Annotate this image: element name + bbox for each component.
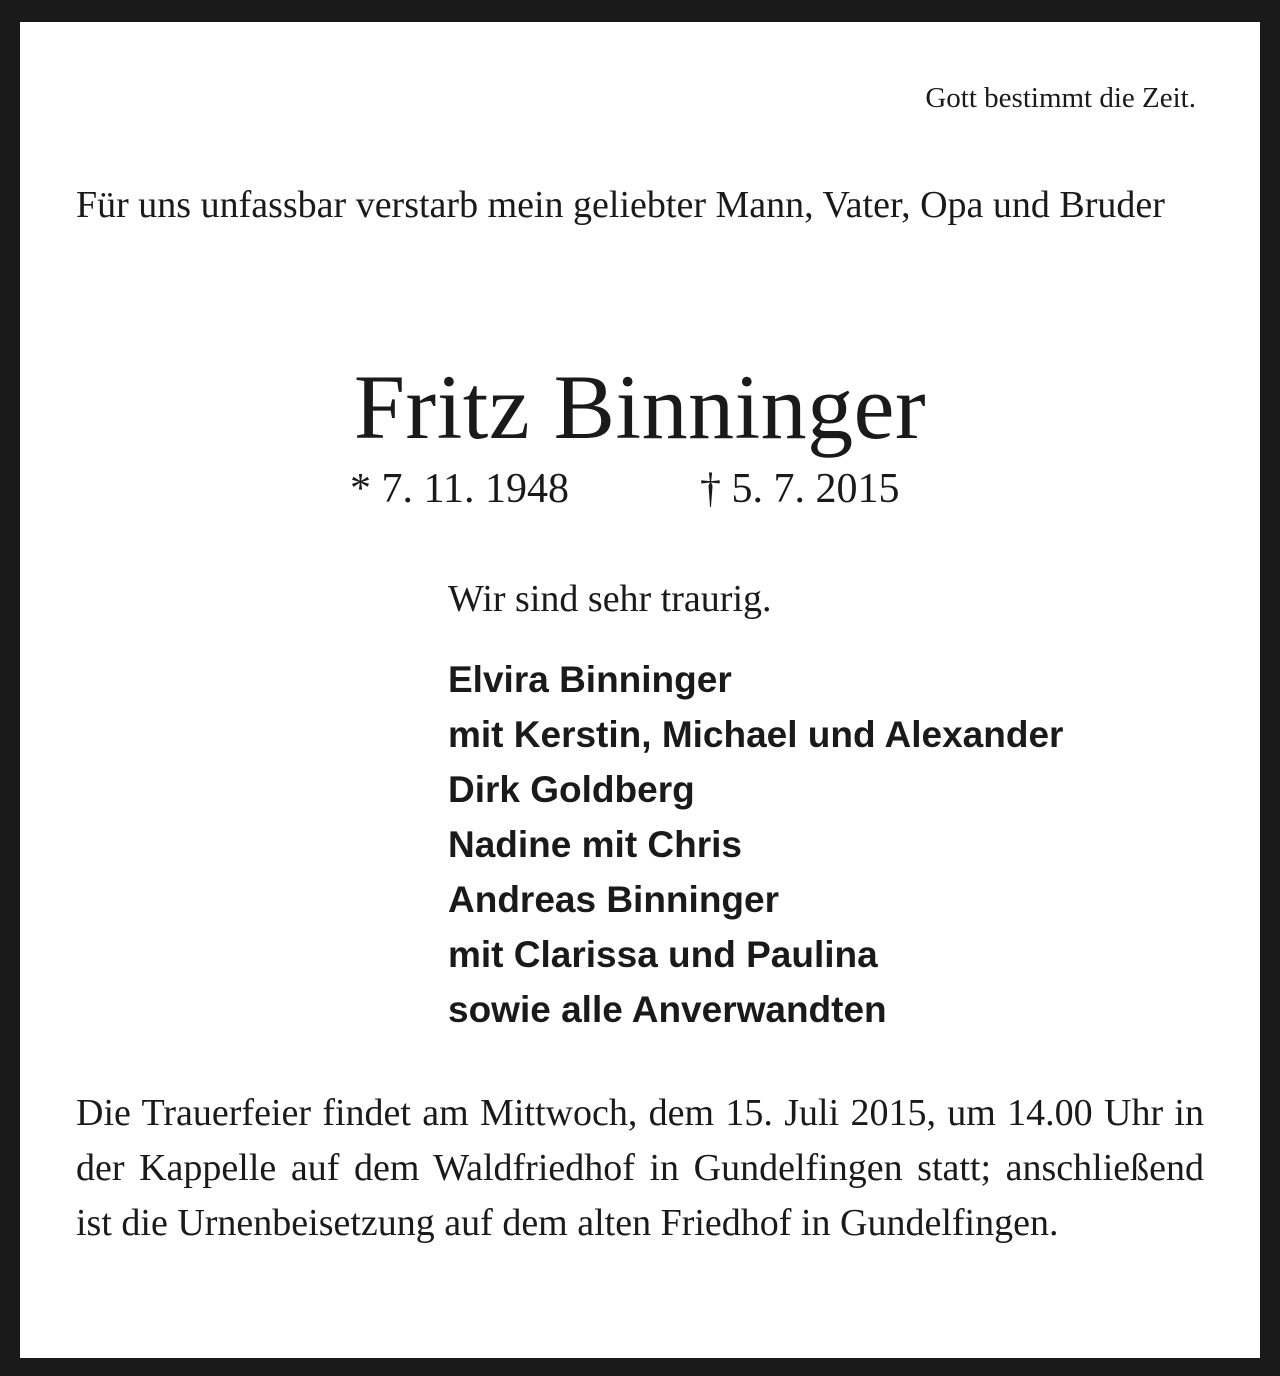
mourning-line: Wir sind sehr traurig. (448, 578, 772, 620)
mourner-line: Dirk Goldberg (448, 769, 695, 810)
death-date: † 5. 7. 2015 (700, 466, 900, 512)
mourner-line: Elvira Binninger (448, 659, 732, 700)
intro-text: Für uns unfassbar verstarb mein geliebter Mann, Vater, Opa und Bruder (76, 184, 1165, 226)
mourner-line: mit Clarissa und Paulina (448, 934, 878, 975)
mourner-line: Andreas Binninger (448, 879, 779, 920)
mourner-line: sowie alle Anverwandten (448, 989, 887, 1030)
mourner-line: Nadine mit Chris (448, 824, 742, 865)
mourners-list (448, 652, 1063, 1037)
birth-date: * 7. 11. 1948 (350, 466, 569, 512)
service-text: Die Trauerfeier findet am Mittwoch, dem 15. Juli 2015, um 14.00 Uhr in der Kappelle auf dem Waldfriedhof in Gundelfingen statt; anschließend ist die Urnenbeisetzung auf dem alten Friedhof in Gundelfingen. (76, 1092, 1204, 1244)
deceased-name: Fritz Binninger (353, 356, 927, 458)
motto: Gott bestimmt die Zeit. (925, 82, 1196, 114)
mourner-line: mit Kerstin, Michael und Alexander (448, 714, 1064, 755)
